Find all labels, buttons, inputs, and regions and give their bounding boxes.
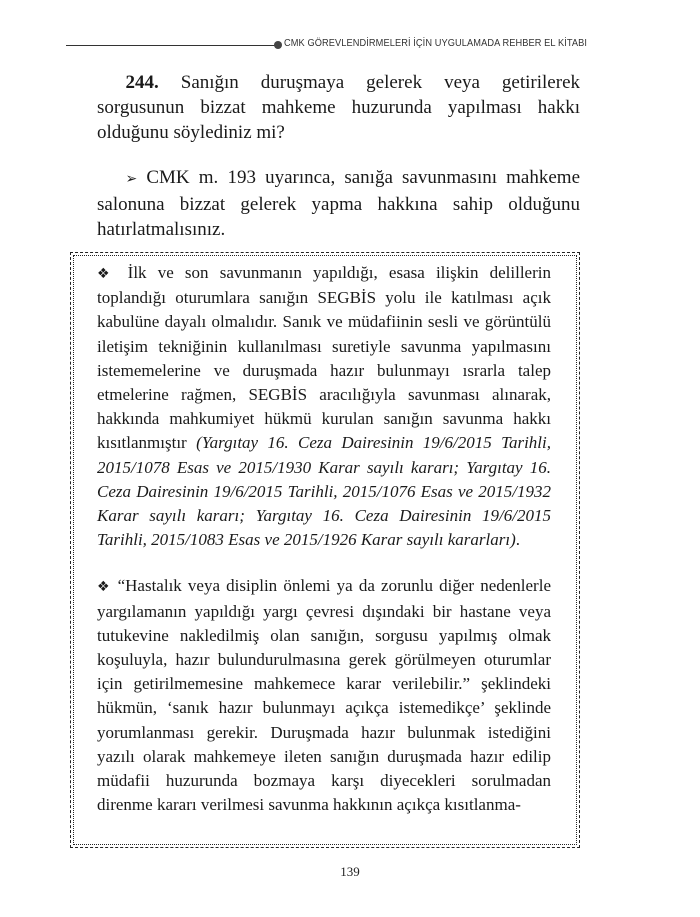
answer-text: CMK m. 193 uyarınca, sanığa savunmasını mahkeme salonuna bizzat gelerek yapma hakkına sahip olduğunu hatırlatmalısınız. — [97, 167, 580, 240]
page-number: 139 — [340, 864, 360, 879]
case-law-box-content — [97, 261, 551, 817]
case-law-citation-1: (Yargıtay 16. Ceza Dairesinin 19/6/2015 Tarihli, 2015/1078 Esas ve 2015/1930 Karar sayılı kararı; Yargıtay 16. Ceza Dairesinin 19/6/2015 Tarihli, 2015/1076 Esas ve 2015/1932 Karar sayılı kararı; Yargıtay 16. Ceza Dairesinin 19/6/2015 Tarihli, 2015/1083 Esas ve 2015/1926 Karar sayılı kararları) — [97, 433, 551, 550]
running-header — [66, 36, 588, 56]
header-rule — [66, 45, 276, 46]
question-number: 244. — [125, 72, 159, 93]
case-law-text-2: “Hastalık veya disiplin önlemi ya da zorunlu diğer nedenlerle yargılamanın yapıldığı yargı çevresi dışındaki bir hastane veya tutukevine nakledilmiş olan sanığın, sorgusu yapılmış olmak koşuluyla, hazır bulundurulmasına gerek görülmeyen oturumlar için getirilmemesine mahkemece karar verilebilir.” şeklindeki hükmün, ‘sanık hazır bulunmayı açıkça istemedikçe’ şeklinde yorumlanması gerekir. Duruşmada hazır bulunmak istediğini yazılı olarak mahkemeye ileten sanığın duruşmada hazır edilip müdafii huzurunda bozmaya karşı diyecekleri sorulmadan direnme kararı verilmesi savunma hakkının açıkça kısıtlanma- — [97, 576, 551, 815]
case-law-text-1-end: . — [515, 530, 520, 550]
answer-paragraph — [97, 165, 580, 242]
arrow-bullet-icon: ➢ — [125, 171, 138, 187]
case-law-text-1: İlk ve son savunmanın yapıldığı, esasa ilişkin delillerin toplandığı oturumlara sanığın SEGBİS yolu ile katılması açık kabulüne dayalı olmalıdır. Sanık ve müdafiinin sesli ve görüntülü iletişim tekniğinin kullanılması suretiyle savunma yapılmasını istememelerine ve duruşmada hazır bulunmayı ısrarla talep etmelerine rağmen, SEGBİS aracılığıyla savunması alınarak, hakkında mahkumiyet hükmü kurulan sanığın savunma hakkı kısıtlanmıştır — [97, 263, 551, 453]
diamond-bullet-icon: ❖ — [97, 579, 112, 596]
case-law-paragraph-2 — [97, 574, 551, 817]
case-law-paragraph-1 — [97, 261, 551, 552]
running-title: CMK GÖREVLENDİRMELERİ İÇİN UYGULAMADA REHBER EL KİTABI — [284, 37, 588, 49]
question-paragraph — [97, 70, 580, 145]
header-bullet-dot — [274, 41, 282, 49]
question-text: Sanığın duruşmaya gelerek veya getirilerek sorgusunun bizzat mahkeme huzurunda yapılması hakkı olduğunu söylediniz mi? — [97, 72, 580, 143]
case-law-box — [70, 252, 580, 848]
diamond-bullet-icon: ❖ — [97, 266, 117, 282]
